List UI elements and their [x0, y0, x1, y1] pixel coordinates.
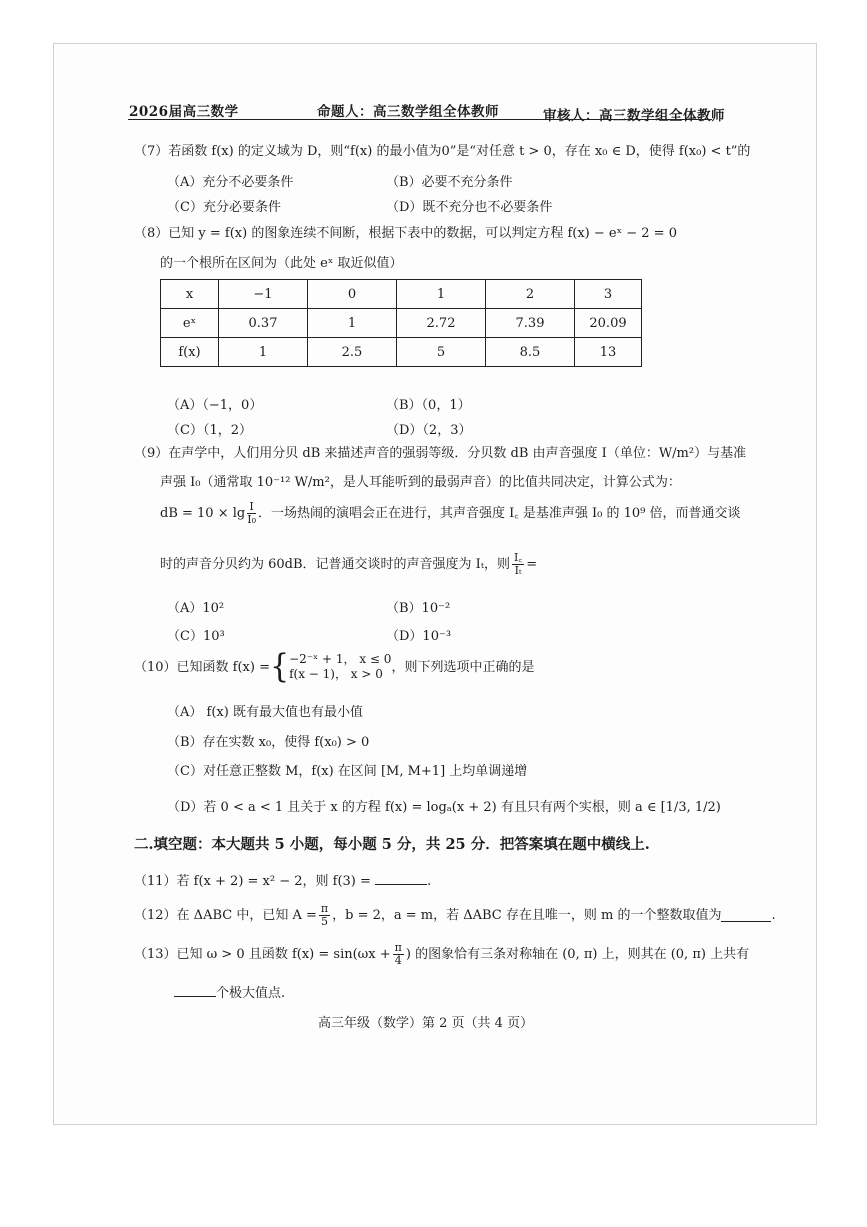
q9-line3-text: ．一场热闹的演唱会正在进行，其声音强度 I꜀ 是基准声强 I₀ 的 10⁹ 倍，而普通交谈: [257, 506, 741, 521]
q9-formula: dB = 10 × lg: [160, 506, 246, 521]
q13-line2: [174, 984, 285, 1002]
q10-suffix: ，则下列选项中正确的是: [391, 659, 535, 675]
table-cell: 2: [486, 280, 575, 309]
table-cell: 3: [575, 280, 642, 309]
page-footer: 高三年级（数学）第 2 页（共 4 页）: [318, 1016, 534, 1031]
q8-option-c: （C）（1，2）: [167, 423, 252, 438]
q9-line1: （9）在声学中，人们用分贝 dB 来描述声音的强弱等级．分贝数 dB 由声音强度 I（单位：W/m²）与基准: [134, 446, 747, 461]
table-cell: 5: [397, 338, 486, 367]
q10-piecewise: [289, 652, 391, 682]
q9-option-b: （B）10⁻²: [386, 601, 451, 616]
q7-option-b: （B）必要不充分条件: [386, 175, 513, 190]
table-cell: eˣ: [161, 309, 219, 338]
q13-answer-blank[interactable]: [174, 984, 216, 997]
header-rule: [128, 119, 712, 120]
q7-option-a: （A）充分不必要条件: [167, 175, 294, 190]
header-grade: 2026届高三数学: [129, 104, 239, 120]
q13-prefix: （13）已知 ω > 0 且函数 f(x) = sin(ωx +: [134, 947, 391, 962]
table-row: [161, 280, 642, 309]
table-cell: 20.09: [575, 309, 642, 338]
q9-ratio-denominator: Iₜ: [514, 564, 522, 577]
table-cell: 7.39: [486, 309, 575, 338]
q9-ratio-numerator: I꜀: [514, 551, 523, 564]
table-row: [161, 338, 642, 367]
q12-end: .: [771, 908, 776, 923]
q10-prefix: （10）已知函数 f(x) =: [134, 659, 270, 675]
q7-option-d: （D）既不充分也不必要条件: [386, 200, 553, 215]
q8-line1: （8）已知 y = f(x) 的图象连续不间断，根据下表中的数据，可以判定方程 f(x) − eˣ − 2 = 0: [134, 226, 677, 241]
q7-option-c: （C）充分必要条件: [167, 200, 281, 215]
q12-answer-blank[interactable]: [721, 909, 771, 922]
q13-line2-text: 个极大值点.: [216, 986, 286, 1001]
q10-piece-2: f(x − 1)， x > 0: [289, 667, 383, 681]
table-cell: 13: [575, 338, 642, 367]
q12-prefix: （12）在 ΔABC 中，已知 A =: [134, 908, 317, 923]
q9-formula-fraction: [247, 501, 256, 526]
q10-stem: [134, 647, 535, 686]
q9-ratio-equals: =: [526, 557, 538, 572]
table-cell: 1: [219, 338, 308, 367]
section-fill-in-title: 二.填空题：本大题共 5 小题，每小题 5 分，共 25 分．把答案填在题中横线上.: [134, 836, 650, 853]
table-cell: x: [161, 280, 219, 309]
q12-fraction: [319, 903, 330, 928]
q9-option-c: （C）10³: [167, 629, 225, 644]
q9-line2: 声强 I₀（通常取 10⁻¹² W/m²，是人耳能听到的最弱声音）的比值共同决定，计算公式为：: [160, 475, 681, 490]
q13-line1: [134, 942, 749, 967]
q12-rest: ，b = 2，a = m，若 ΔABC 存在且唯一，则 m 的一个整数取值为: [332, 908, 722, 923]
q10-piece-1: −2⁻ˣ + 1， x ≤ 0: [289, 652, 392, 666]
q11-text: （11）若 f(x + 2) = x² − 2，则 f(3) =: [134, 874, 371, 889]
q9-line3: [160, 501, 741, 526]
q12-frac-denominator: 5: [320, 915, 328, 928]
q13-rest: ) 的图象恰有三条对称轴在 (0, π) 上，则其在 (0, π) 上共有: [405, 947, 750, 962]
q10-option-c: （C）对任意正整数 M，f(x) 在区间 [M, M+1] 上均单调递增: [167, 764, 528, 779]
q8-option-d: （D）（2，3）: [386, 423, 472, 438]
brace-icon: {: [270, 647, 290, 686]
q9-ratio-fraction: [512, 552, 524, 577]
header-reviewer: 审核人：高三数学组全体教师: [543, 108, 725, 124]
table-cell: −1: [219, 280, 308, 309]
table-cell: 1: [308, 309, 397, 338]
header-author: 命题人：高三数学组全体教师: [317, 104, 499, 120]
table-cell: 0.37: [219, 309, 308, 338]
q9-option-a: （A）10²: [167, 601, 225, 616]
q9-option-d: （D）10⁻³: [386, 629, 452, 644]
q11: [134, 872, 431, 890]
q8-option-b: （B）（0，1）: [386, 398, 471, 413]
table-row: [161, 309, 642, 338]
q13-fraction: [393, 942, 404, 967]
q8-option-a: （A）（−1，0）: [167, 398, 263, 413]
q9-line4: [160, 552, 537, 577]
q10-option-b: （B）存在实数 x₀，使得 f(x₀) > 0: [167, 735, 370, 750]
q7-text: （7）若函数 f(x) 的定义域为 D，则“f(x) 的最小值为0”是“对任意 t > 0，存在 x₀ ∈ D，使得 f(x₀) < t”的: [134, 144, 751, 159]
q10-option-d: （D）若 0 < a < 1 且关于 x 的方程 f(x) = logₐ(x + 2) 有且只有两个实根，则 a ∈ [1/3, 1/2): [167, 800, 721, 815]
table-cell: 2.72: [397, 309, 486, 338]
q12-frac-numerator: π: [320, 902, 329, 915]
q8-line2: 的一个根所在区间为（此处 eˣ 取近似值）: [160, 256, 403, 271]
q13-frac-denominator: 4: [394, 954, 402, 967]
q12: [134, 903, 776, 928]
q11-answer-blank[interactable]: [375, 872, 427, 885]
table-cell: 8.5: [486, 338, 575, 367]
table-cell: 2.5: [308, 338, 397, 367]
table-cell: 0: [308, 280, 397, 309]
q9-frac-numerator: I: [249, 500, 254, 513]
q13-frac-numerator: π: [394, 941, 402, 954]
q8-value-table: [160, 279, 642, 367]
q9-frac-denominator: I₀: [247, 513, 256, 526]
table-cell: f(x): [161, 338, 219, 367]
table-cell: 1: [397, 280, 486, 309]
q11-end: .: [427, 874, 432, 889]
q10-option-a: （A） f(x) 既有最大值也有最小值: [167, 705, 363, 720]
q9-line4-text: 时的声音分贝约为 60dB．记普通交谈时的声音强度为 Iₜ，则: [160, 557, 511, 572]
